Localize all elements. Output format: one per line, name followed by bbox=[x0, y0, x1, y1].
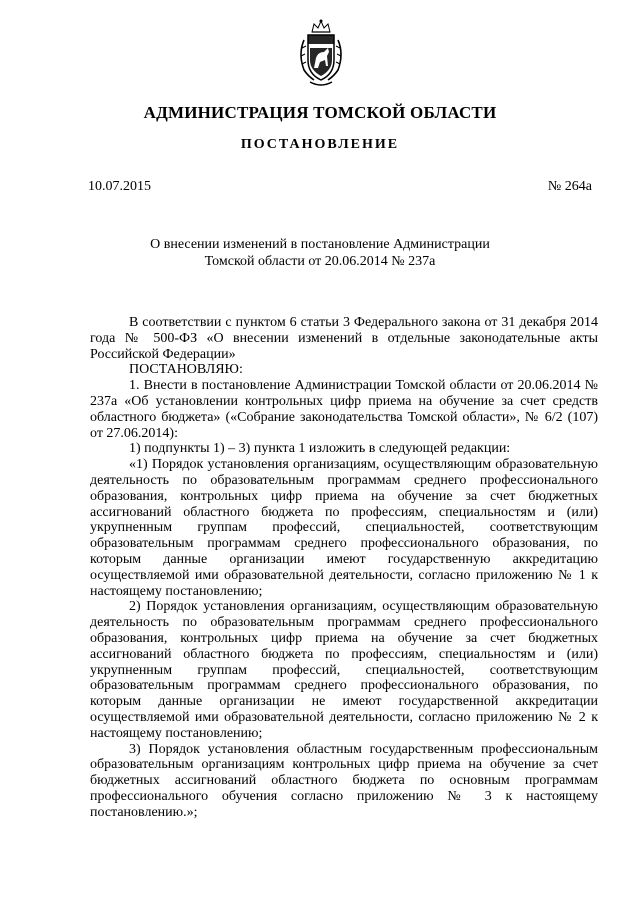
document-type: ПОСТАНОВЛЕНИЕ bbox=[240, 137, 400, 152]
document-number: № 264а bbox=[547, 179, 592, 194]
document-date: 10.07.2015 bbox=[88, 179, 151, 194]
subject-line-1: О внесении изменений в постановление Администрации bbox=[150, 237, 490, 252]
body-paragraph-subitem-2: 2) Порядок установления организациям, осуществляющим образовательную деятельность по образовательным программам среднего профессионального образования, контрольных цифр приема на обучение за счет бюджетных ассигнований областного бюджета по профессиям, специальностям и (или) укрупненным группам профессий, специальностей, соответствующим образовательным программам среднего профессионального образования, по которым данные организации не имеют государственной аккредитации осуществляемой ими образовательной деятельности, согласно приложению № 2 к настоящему постановлению; bbox=[90, 599, 598, 741]
document-subject bbox=[120, 237, 520, 270]
tomsk-oblast-coat-of-arms-icon bbox=[294, 18, 348, 90]
body-paragraph-subitem-intro: 1) подпункты 1) – 3) пункта 1 изложить в следующей редакции: bbox=[129, 441, 511, 457]
body-paragraph-decree: ПОСТАНОВЛЯЮ: bbox=[129, 362, 243, 378]
organization-title: АДМИНИСТРАЦИЯ ТОМСКОЙ ОБЛАСТИ bbox=[143, 103, 497, 122]
body-paragraph-basis: В соответствии с пунктом 6 статьи 3 Федерального закона от 31 декабря 2014 года № 500-ФЗ «О внесении изменений в отдельные законодательные акты Российской Федерации» bbox=[90, 315, 598, 362]
body-paragraph-item-1: 1. Внести в постановление Администрации Томской области от 20.06.2014 № 237а «Об установлении контрольных цифр приема на обучение за счет средств областного бюджета» («Собрание законодательства Томской области», № 6/2 (107) от 27.06.2014): bbox=[90, 378, 598, 441]
subject-line-2: Томской области от 20.06.2014 № 237а bbox=[204, 253, 436, 269]
body-paragraph-subitem-3: 3) Порядок установления областным государственным профессиональным образовательным организациям контрольных цифр приема на обучение за счет бюджетных ассигнований областного бюджета по основным программам профессионального обучения согласно приложению № 3 к настоящему постановлению.»; bbox=[90, 741, 598, 820]
body-paragraph-subitem-1: «1) Порядок установления организациям, осуществляющим образовательную деятельность по образовательным программам среднего профессионального образования, контрольных цифр приема на обучение за счет бюджетных ассигнований областного бюджета по профессиям, специальностям и (или) укрупненным группам профессий, специальностей, соответствующим образовательным программам среднего профессионального образования, по которым данные организации имеют государственную аккредитацию осуществляемой ими образовательной деятельности, согласно приложению № 1 к настоящему постановлению; bbox=[90, 457, 598, 599]
document-body bbox=[90, 315, 598, 821]
